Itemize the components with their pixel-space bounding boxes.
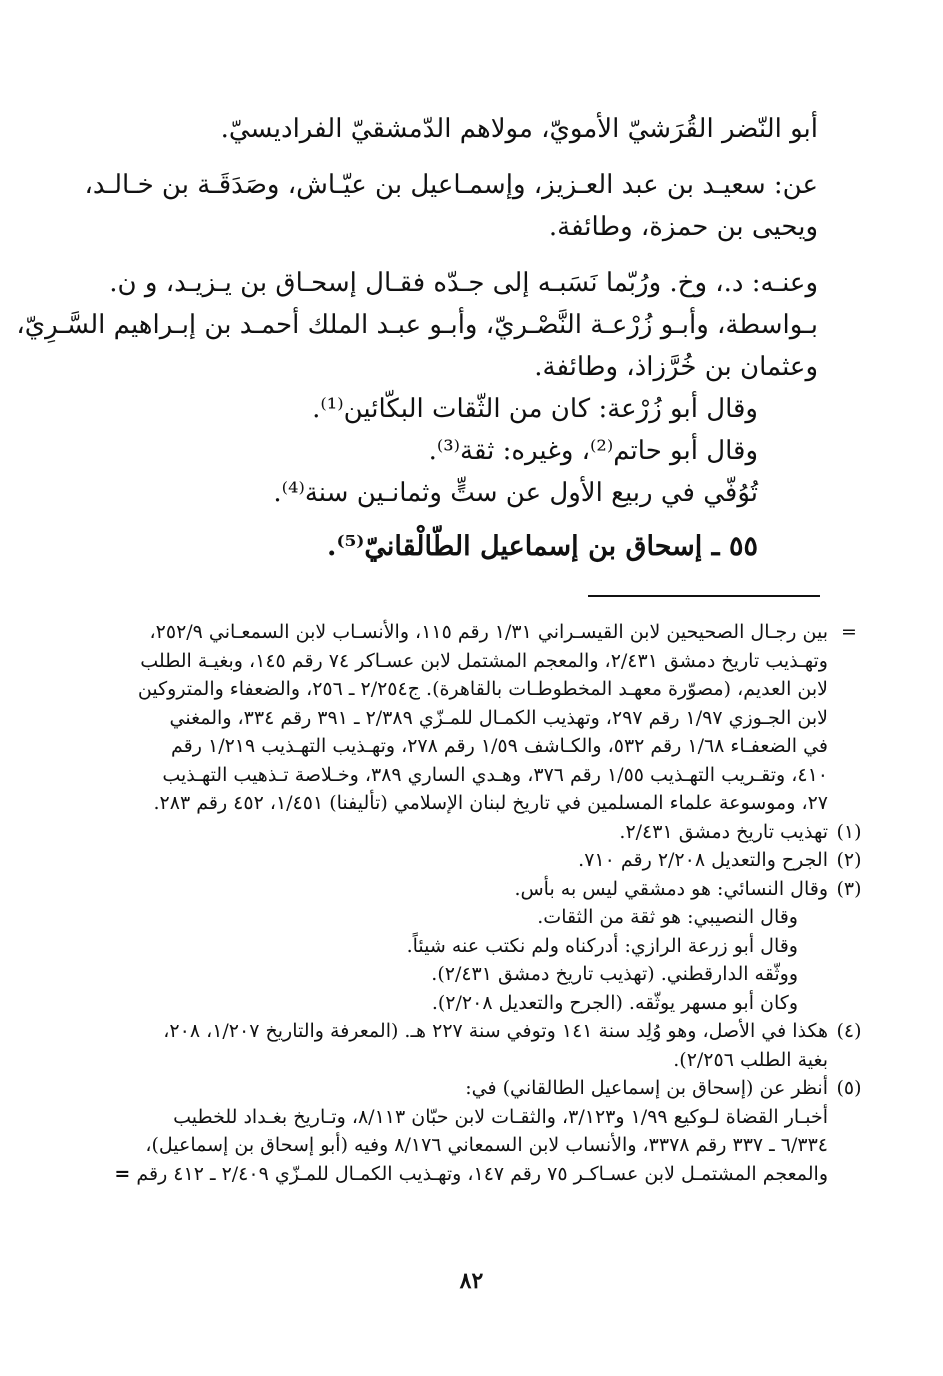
- text-line: بـواسطة، وأبـو زُرْعـة النَّصْـريّ، وأبـو عبـد الملك أحمـد بن إبـراهيم السَّـرِيّ،: [16, 310, 818, 340]
- text-line: أبو النّضر القُرَشيّ الأمويّ، مولاهم الدّمشقيّ الفراديسيّ.: [220, 114, 818, 144]
- footnote-3-line: ووثّقه الدارقطني. (تهذيب تاريخ دمشق ٢/٤٣١).: [431, 963, 798, 985]
- footnote-4: (٤) هكذا في الأصل، وهو وُلِد سنة ١٤١ وتوفي سنة ٢٢٧ هـ. (المعرفة والتاريخ ١/٢٠٧، ٢٠٨،: [103, 1017, 828, 1046]
- footnote-4-line: بغية الطلب ٢/٢٥٦).: [673, 1048, 828, 1071]
- footnote-3-line: وقال النصيبي: هو ثقة من الثقات.: [537, 906, 798, 928]
- footnote-mark: (١): [836, 820, 862, 843]
- page-number: ٨٢: [459, 1268, 484, 1294]
- footnote-5-line: أخبـار القضاة لـوكيع ١/٩٩ و٣/١٢٣، والثقـات لابن حبّان ٨/١١٣، وتـاريخ بغـداد للخطيب: [173, 1105, 828, 1128]
- footnote-5-line: والمعجم المشتمـل لابن عسـاكـر ٧٥ رقم ١٤٧، وتهـذيب الكمـال للمـزّي ٢/٤٠٩ ـ ٤١٢ رقم =: [114, 1162, 828, 1185]
- footnote-mark: (٤): [836, 1020, 862, 1042]
- footnote-continuation-line: ٤١٠، وتقـريب التهـذيب ١/٥٥ رقم ٣٧٦، وهـدي الساري ٣٨٩، وخـلاصة تـذهيب التهـذيب: [162, 763, 828, 786]
- footnote-2: (٢) الجرح والتعديل ٢/٢٠٨ رقم ٧١٠.: [103, 846, 828, 875]
- footnote-mark: (٣): [836, 877, 862, 900]
- footnote-continuation-line: وتهـذيب تاريخ دمشق ٢/٤٣١، والمعجم المشتمل لابن عسـاكر ٧٤ رقم ١٤٥، وبغيـة الطلب: [140, 649, 828, 672]
- text-line: وعثمان بن خُرَّزاذ، وطائفة.: [534, 352, 818, 382]
- footnote-5: (٥) أنظر عن (إسحاق بن إسماعيل الطالقاني) في:: [103, 1074, 828, 1103]
- continuation-mark: =: [114, 1162, 131, 1185]
- footnote-mark: (٢): [836, 849, 862, 871]
- footnote-1: (١) تهذيب تاريخ دمشق ٢/٤٣١.: [103, 818, 828, 847]
- footnotes: [103, 618, 862, 1188]
- text-line: عن: سعيـد بن عبد العـزيز، وإسمـاعيل بن عيّـاش، وصَدَقَـة بن خـالـد،: [84, 170, 818, 200]
- footnote-mark: (٥): [836, 1077, 862, 1099]
- text-line: ويحيى بن حمزة، وطائفة.: [548, 212, 818, 242]
- text-line: وقال أبو زُرْعة: كان من الثّقات البكّائين⁽¹⁾.: [312, 394, 758, 424]
- footnote-3-line: وكان أبو مسهر يوثّقه. (الجرح والتعديل ٢/٢٠٨).: [431, 991, 798, 1014]
- main-text: [16, 108, 818, 568]
- footnote-continuation-line: ٢٧، وموسوعة علماء المسلمين في تاريخ لبنان الإسلامي (تأليفنا) ١/٤٥١، ٤٥٢ رقم ٢٨٣.: [153, 792, 828, 814]
- footnote-continuation-line: لابن الجـوزي ١/٩٧ رقم ٢٩٧، وتهذيب الكمـال للمـزّي ٢/٣٨٩ ـ ٣٩١ رقم ٣٣٤، والمغني: [169, 706, 828, 729]
- text-line: وعنـه: د.، وخ. ورُبّما نَسَبـه إلى جـدّه فقـال إسحـاق بن يـزيـد، و ن.: [109, 268, 818, 298]
- text-line: تُوُفّي في ربيع الأول عن ستٍّ وثمانـين سنة⁽⁴⁾.: [273, 478, 758, 508]
- footnote-3-line: وقال أبو زرعة الرازي: أدركناه ولم نكتب عنه شيئاً.: [406, 934, 798, 957]
- entry-heading: ٥٥ ـ إسحاق بن إسماعيل الطّالْقانيّ⁽⁵⁾.: [327, 531, 758, 562]
- footnote-continuation-line: لابن العديم، (مصوّرة معهـد المخطوطـات بالقاهرة). ج٢/٢٥٤ ـ ٢٥٦، والضعفاء والمتروكين: [137, 678, 828, 700]
- continuation-mark: =: [841, 621, 857, 643]
- footnote-3: (٣) وقال النسائي: هو دمشقي ليس به بأس.: [103, 875, 828, 904]
- footnote-continuation-line: في الضعفـاء ١/٦٨ رقم ٥٣٢، والكـاشف ١/٥٩ رقم ٢٧٨، وتهـذيب التهـذيب ١/٢١٩ رقم: [171, 735, 828, 757]
- footnote-continuation-line: = بين رجـال الصحيحين لابن القيسـراني ١/٣١ رقم ١١٥، والأنسـاب لابن السمعـاني ٢٥٢/٩،: [103, 618, 828, 647]
- footnote-divider: [588, 595, 820, 597]
- text-line: وقال أبو حاتم⁽²⁾، وغيره: ثقة⁽³⁾.: [428, 436, 758, 466]
- footnote-5-line: ٦/٣٣٤ ـ ٣٣٧ رقم ٣٣٧٨، والأنساب لابن السمعاني ٨/١٧٦ وفيه (أبو إسحاق بن إسماعيل)،: [145, 1134, 828, 1156]
